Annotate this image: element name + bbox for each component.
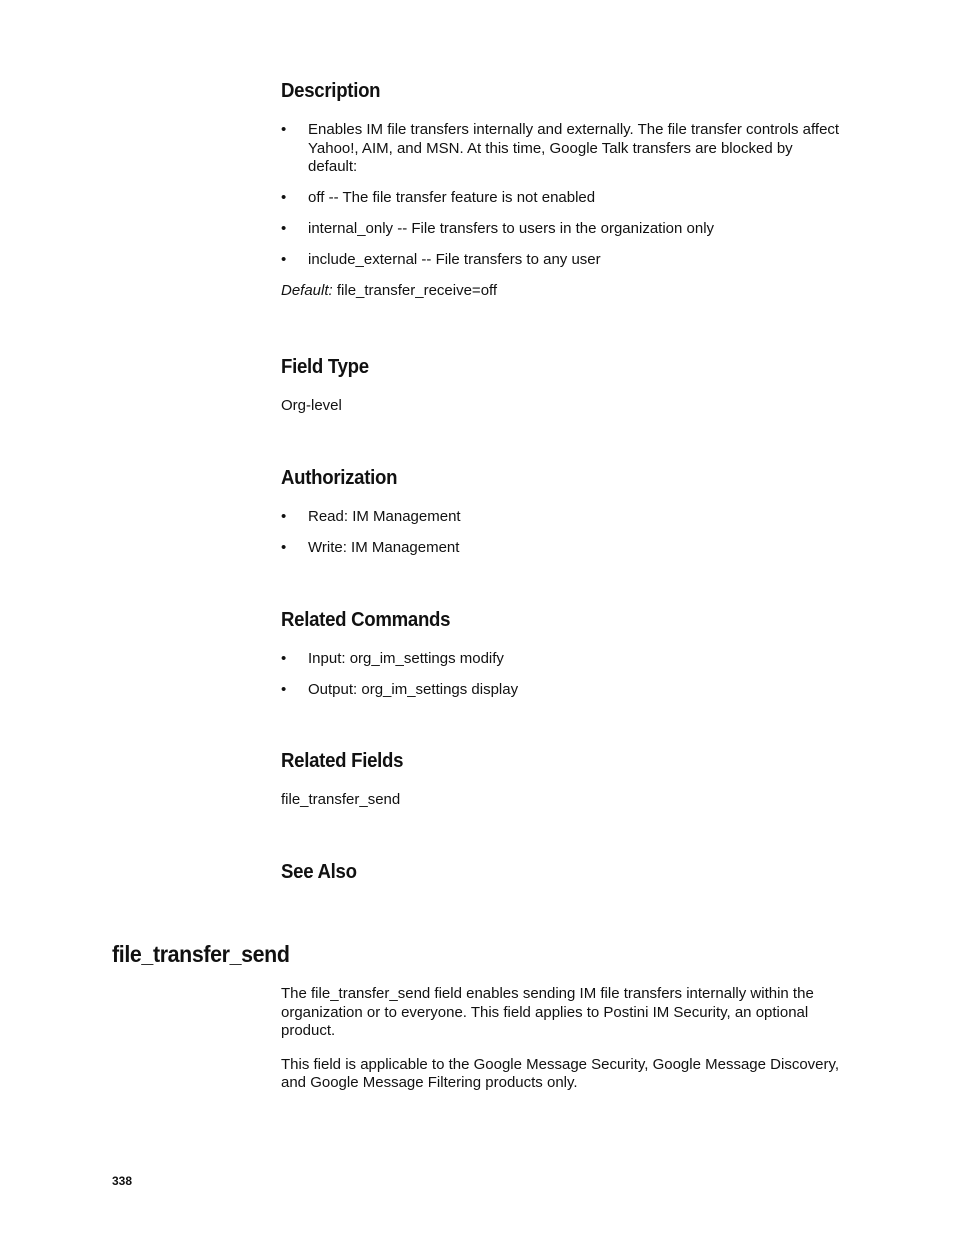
see-also-heading: See Also [281,861,357,883]
list-item [281,121,841,177]
field-intro-paragraph: The file_transfer_send field enables sending IM file transfers internally within the organization or to everyone. This field applies to Postini IM Security, an optional product. [281,985,814,1040]
field-type-value: Org-level [281,397,342,414]
description-bullet-list [281,121,841,270]
field-applicability-paragraph: This field is applicable to the Google Message Security, Google Message Discovery, and Google Message Filtering products only. [281,1055,840,1092]
list-item [281,220,841,239]
list-item [281,189,841,208]
authorization-bullet-list [281,508,841,558]
field-type-section [281,397,841,416]
list-item [281,251,841,270]
list-item [281,508,841,527]
list-item-text: internal_only -- File transfers to users in the organization only [308,220,715,238]
related-commands-section [281,650,841,712]
description-section [281,121,841,301]
bullet-icon: • [281,220,287,238]
bullet-icon: • [281,121,287,138]
bullet-icon: • [281,251,287,269]
bullet-icon: • [281,538,287,556]
default-label: Default: [281,282,333,300]
list-item [281,539,841,558]
list-item-text: Read: IM Management [308,508,461,525]
list-item-text: include_external -- File transfers to any user [308,251,601,269]
field-type-heading: Field Type [281,356,369,378]
related-commands-bullet-list [281,650,841,700]
authorization-section [281,508,841,570]
default-value-line [281,282,841,301]
bullet-icon: • [281,650,287,667]
bullet-icon: • [281,680,287,698]
description-heading: Description [281,80,381,102]
related-fields-section [281,791,841,810]
authorization-heading: Authorization [281,467,398,489]
default-value: file_transfer_receive=off [332,282,498,300]
list-item [281,681,841,700]
list-item-text: Input: org_im_settings modify [308,650,504,667]
list-item-text: Enables IM file transfers internally and externally. The file transfer controls affect Yahoo!, AIM, and MSN. At this time, Google Talk transfers are blocked by default: [308,121,840,176]
related-commands-heading: Related Commands [281,609,451,631]
list-item-text: Output: org_im_settings display [308,680,519,698]
list-item-text: Write: IM Management [308,538,460,556]
list-item-text: off -- The file transfer feature is not enabled [308,189,596,207]
bullet-icon: • [281,508,287,525]
field-heading: file_transfer_send [112,941,290,967]
bullet-icon: • [281,189,287,207]
page-number: 338 [112,1174,133,1188]
field-intro-section [281,985,841,1093]
related-fields-value: file_transfer_send [281,791,401,808]
list-item [281,650,841,669]
related-fields-heading: Related Fields [281,750,404,772]
